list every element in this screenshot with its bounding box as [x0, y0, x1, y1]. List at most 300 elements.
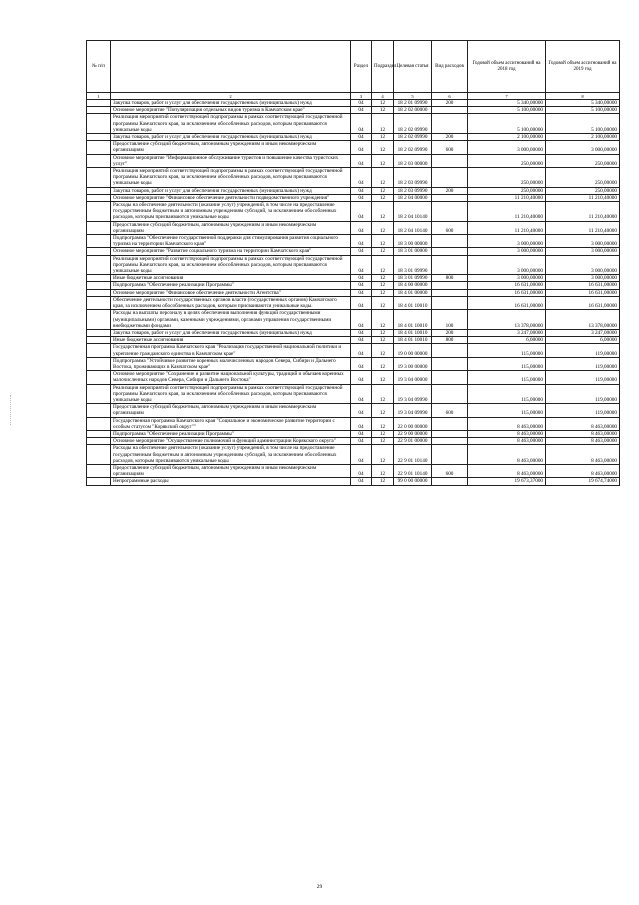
row-target-article-cell: 22 9 01 10140 [394, 464, 432, 477]
row-number-cell [87, 438, 111, 445]
row-number-cell [87, 310, 111, 330]
row-amount-2018-cell: 3 000,00000 [468, 248, 546, 255]
row-razdel-cell: 04 [351, 310, 372, 330]
row-amount-2019-cell: 3 000,00000 [546, 141, 620, 154]
row-expense-type-cell: 200 [432, 329, 468, 336]
row-razdel-cell: 04 [351, 430, 372, 437]
row-target-article-cell: 18 2 02 09990 [394, 114, 432, 134]
row-name-cell: Подпрограмма "Обеспечение реализации Программы" [111, 282, 351, 289]
row-podrazdel-cell: 12 [372, 221, 394, 234]
header-row-number: № п/п [87, 41, 111, 93]
row-target-article-cell: 19 0 00 00000 [394, 344, 432, 357]
row-name-cell: Государственная программа Камчатского края "Социальное и экономическое развитие территории с особым статусом "Корякский округ"" [111, 417, 351, 430]
row-amount-2018-cell: 3 000,00000 [468, 141, 546, 154]
row-razdel-cell: 04 [351, 100, 372, 107]
table-row [87, 296, 620, 309]
row-podrazdel-cell: 12 [372, 337, 394, 344]
row-amount-2018-cell: 115,00000 [468, 371, 546, 384]
row-name-cell: Основное мероприятие "Сохранение и развитие национальной культуры, традиций и обычаев коренных малочисленных народов Севера, Сибири и Дальнего Востока" [111, 371, 351, 384]
row-expense-type-cell [432, 282, 468, 289]
row-razdel-cell: 04 [351, 289, 372, 296]
row-razdel-cell: 04 [351, 114, 372, 134]
row-amount-2019-cell: 119,00000 [546, 404, 620, 417]
row-podrazdel-cell: 12 [372, 430, 394, 437]
row-amount-2019-cell: 119,00000 [546, 357, 620, 370]
row-razdel-cell: 04 [351, 221, 372, 234]
row-amount-2018-cell: 5 340,00000 [468, 100, 546, 107]
row-amount-2018-cell: 8 463,00000 [468, 464, 546, 477]
row-target-article-cell: 18 4 01 00000 [394, 289, 432, 296]
column-number: 7 [468, 93, 546, 100]
row-number-cell [87, 404, 111, 417]
row-podrazdel-cell: 12 [372, 478, 394, 485]
row-number-cell [87, 289, 111, 296]
row-amount-2018-cell: 11 210,40000 [468, 202, 546, 222]
row-amount-2018-cell: 13 378,00000 [468, 310, 546, 330]
row-name-cell: Расходы на обеспечение деятельности (оказание услуг) учреждений, в том числе на предоставление государственным бюджетным и автономным учреждениям субсидий, за исключением обособленных расходов, которым присваиваются уникальные коды [111, 445, 351, 465]
row-number-cell [87, 357, 111, 370]
row-podrazdel-cell: 12 [372, 464, 394, 477]
table-row [87, 357, 620, 370]
row-target-article-cell: 18 3 01 09990 [394, 255, 432, 275]
row-razdel-cell: 04 [351, 344, 372, 357]
table-row [87, 371, 620, 384]
row-name-cell: Предоставление субсидий бюджетным, автономным учреждениям и иным некоммерческим организациям [111, 464, 351, 477]
row-amount-2018-cell: 2 100,00000 [468, 134, 546, 141]
row-razdel-cell: 04 [351, 141, 372, 154]
row-expense-type-cell: 200 [432, 134, 468, 141]
row-target-article-cell: 22 9 01 10140 [394, 445, 432, 465]
row-expense-type-cell: 600 [432, 221, 468, 234]
column-number: 6 [432, 93, 468, 100]
row-number-cell [87, 329, 111, 336]
column-number: 2 [111, 93, 351, 100]
row-number-cell [87, 168, 111, 188]
row-expense-type-cell [432, 371, 468, 384]
row-target-article-cell: 19 3 04 09990 [394, 404, 432, 417]
row-amount-2019-cell: 13 378,00000 [546, 310, 620, 330]
row-name-cell: Реализация мероприятий соответствующей подпрограммы в рамках соответствующей государственной программы Камчатского края, за исключением обособленных расходов, которым присваиваются уникальные коды [111, 114, 351, 134]
row-target-article-cell: 19 3 00 00000 [394, 357, 432, 370]
row-target-article-cell: 18 3 01 00000 [394, 248, 432, 255]
row-name-cell: Предоставление субсидий бюджетным, автономным учреждениям и иным некоммерческим организациям [111, 221, 351, 234]
row-razdel-cell: 04 [351, 384, 372, 404]
row-target-article-cell: 18 4 00 00000 [394, 282, 432, 289]
row-target-article-cell: 18 4 01 10010 [394, 329, 432, 336]
margin-scan-marks [10, 395, 25, 425]
row-podrazdel-cell: 12 [372, 438, 394, 445]
row-razdel-cell: 04 [351, 248, 372, 255]
row-amount-2019-cell: 119,00000 [546, 371, 620, 384]
row-expense-type-cell [432, 235, 468, 248]
row-podrazdel-cell: 12 [372, 329, 394, 336]
row-name-cell: Основное мероприятие "Финансовое обеспечение деятельности подведомственного учреждения" [111, 194, 351, 201]
row-podrazdel-cell: 12 [372, 187, 394, 194]
column-number: 3 [351, 93, 372, 100]
row-target-article-cell: 18 2 01 09990 [394, 100, 432, 107]
table-row [87, 417, 620, 430]
row-podrazdel-cell: 12 [372, 202, 394, 222]
row-expense-type-cell: 600 [432, 404, 468, 417]
row-amount-2018-cell: 115,00000 [468, 384, 546, 404]
row-amount-2019-cell: 16 631,00000 [546, 289, 620, 296]
row-razdel-cell: 04 [351, 417, 372, 430]
row-number-cell [87, 296, 111, 309]
row-amount-2019-cell: 3 247,00000 [546, 329, 620, 336]
row-amount-2019-cell: 119,00000 [546, 344, 620, 357]
row-name-cell: Закупка товаров, работ и услуг для обеспечения государственных (муниципальных) нужд [111, 134, 351, 141]
row-amount-2019-cell: 8 463,00000 [546, 464, 620, 477]
row-expense-type-cell [432, 445, 468, 465]
row-target-article-cell: 18 2 03 09990 [394, 187, 432, 194]
row-razdel-cell: 04 [351, 275, 372, 282]
header-expense-type: Вид расходов [432, 41, 468, 93]
row-number-cell [87, 282, 111, 289]
row-razdel-cell: 04 [351, 154, 372, 167]
row-razdel-cell: 04 [351, 478, 372, 485]
row-razdel-cell: 04 [351, 445, 372, 465]
row-razdel-cell: 04 [351, 464, 372, 477]
row-amount-2019-cell: 8 463,00000 [546, 445, 620, 465]
row-podrazdel-cell: 12 [372, 344, 394, 357]
row-razdel-cell: 04 [351, 168, 372, 188]
row-razdel-cell: 04 [351, 438, 372, 445]
row-target-article-cell: 18 3 01 09990 [394, 275, 432, 282]
row-target-article-cell: 19 3 04 00000 [394, 371, 432, 384]
row-amount-2018-cell: 8 463,00000 [468, 438, 546, 445]
row-expense-type-cell [432, 168, 468, 188]
row-amount-2019-cell: 250,00000 [546, 168, 620, 188]
row-name-cell: Закупка товаров, работ и услуг для обеспечения государственных (муниципальных) нужд [111, 187, 351, 194]
row-expense-type-cell [432, 344, 468, 357]
table-row [87, 384, 620, 404]
row-target-article-cell: 18 2 02 00000 [394, 107, 432, 114]
row-podrazdel-cell: 12 [372, 445, 394, 465]
row-target-article-cell: 18 2 03 09990 [394, 168, 432, 188]
row-number-cell [87, 235, 111, 248]
table-row [87, 282, 620, 289]
row-expense-type-cell [432, 357, 468, 370]
row-target-article-cell: 22 0 00 00000 [394, 417, 432, 430]
table-row [87, 194, 620, 201]
row-name-cell: Подпрограмма "Обеспечение реализации Программы" [111, 430, 351, 437]
row-podrazdel-cell: 12 [372, 384, 394, 404]
row-amount-2018-cell: 3 000,00000 [468, 235, 546, 248]
row-number-cell [87, 417, 111, 430]
row-number-cell [87, 100, 111, 107]
row-podrazdel-cell: 12 [372, 107, 394, 114]
row-razdel-cell: 04 [351, 329, 372, 336]
row-podrazdel-cell: 12 [372, 282, 394, 289]
row-name-cell: Основное мероприятие "Информационное обслуживание туристов и повышение качества туристских услуг" [111, 154, 351, 167]
column-number: 4 [372, 93, 394, 100]
row-amount-2018-cell: 115,00000 [468, 344, 546, 357]
row-expense-type-cell [432, 255, 468, 275]
row-podrazdel-cell: 12 [372, 141, 394, 154]
row-amount-2019-cell: 2 100,00000 [546, 134, 620, 141]
row-target-article-cell: 18 2 04 00000 [394, 194, 432, 201]
row-number-cell [87, 275, 111, 282]
header-podrazdel: Подраздел [372, 41, 394, 93]
row-target-article-cell: 18 2 04 10140 [394, 202, 432, 222]
row-razdel-cell: 04 [351, 235, 372, 248]
row-name-cell: Государственная программа Камчатского края "Реализация государственной национальной политики и укрепление гражданского единства в Камчатском крае" [111, 344, 351, 357]
row-amount-2019-cell: 11 210,40000 [546, 202, 620, 222]
row-amount-2018-cell: 250,00000 [468, 154, 546, 167]
header-name [111, 41, 351, 93]
row-expense-type-cell [432, 194, 468, 201]
row-number-cell [87, 344, 111, 357]
row-number-cell [87, 114, 111, 134]
row-amount-2019-cell: 250,00000 [546, 187, 620, 194]
row-podrazdel-cell: 12 [372, 235, 394, 248]
row-target-article-cell: 18 2 04 10140 [394, 221, 432, 234]
row-amount-2018-cell: 8 463,00000 [468, 430, 546, 437]
row-podrazdel-cell: 12 [372, 289, 394, 296]
row-podrazdel-cell: 12 [372, 114, 394, 134]
row-amount-2018-cell: 250,00000 [468, 187, 546, 194]
row-number-cell [87, 141, 111, 154]
row-podrazdel-cell: 12 [372, 371, 394, 384]
table-row [87, 255, 620, 275]
row-amount-2018-cell: 16 631,00000 [468, 296, 546, 309]
row-number-cell [87, 107, 111, 114]
table-row [87, 114, 620, 134]
table-row [87, 404, 620, 417]
row-expense-type-cell [432, 107, 468, 114]
table-row [87, 430, 620, 437]
row-amount-2018-cell: 8 463,00000 [468, 445, 546, 465]
row-podrazdel-cell: 12 [372, 100, 394, 107]
table-row [87, 464, 620, 477]
row-expense-type-cell [432, 417, 468, 430]
row-podrazdel-cell: 12 [372, 248, 394, 255]
table-row [87, 202, 620, 222]
row-name-cell: Закупка товаров, работ и услуг для обеспечения государственных (муниципальных) нужд [111, 329, 351, 336]
row-expense-type-cell [432, 478, 468, 485]
row-amount-2018-cell: 3 247,00000 [468, 329, 546, 336]
row-target-article-cell: 19 3 04 09990 [394, 384, 432, 404]
row-amount-2019-cell: 11 210,40000 [546, 194, 620, 201]
row-razdel-cell: 04 [351, 107, 372, 114]
page-number: 29 [316, 884, 323, 890]
row-amount-2019-cell: 250,00000 [546, 154, 620, 167]
row-podrazdel-cell: 12 [372, 296, 394, 309]
table-row [87, 107, 620, 114]
table-row [87, 141, 620, 154]
table-row [87, 134, 620, 141]
row-amount-2019-cell: 6,00000 [546, 337, 620, 344]
row-amount-2019-cell: 3 000,00000 [546, 235, 620, 248]
row-name-cell: Иные бюджетные ассигнования [111, 275, 351, 282]
table-row [87, 478, 620, 485]
header-amount-2019: Годовой объем ассигнований на 2019 год [546, 41, 620, 93]
row-razdel-cell: 04 [351, 371, 372, 384]
row-razdel-cell: 04 [351, 357, 372, 370]
row-razdel-cell: 04 [351, 255, 372, 275]
row-expense-type-cell: 600 [432, 141, 468, 154]
header-razdel: Раздел [351, 41, 372, 93]
row-name-cell: Реализация мероприятий соответствующей подпрограммы в рамках соответствующей государственной программы Камчатского края, за исключением обособленных расходов, которым присваиваются уникальные коды [111, 168, 351, 188]
row-name-cell: Основное мероприятие "Осуществление полномочий и функций администрации Корякского округа" [111, 438, 351, 445]
row-expense-type-cell: 200 [432, 187, 468, 194]
row-name-cell: Основное мероприятие "Финансовое обеспечение деятельности Агентства" [111, 289, 351, 296]
row-name-cell: Иные бюджетные ассигнования [111, 337, 351, 344]
row-name-cell: Основное мероприятие "Популяризация отдельных видов туризма в Камчатском крае" [111, 107, 351, 114]
row-number-cell [87, 478, 111, 485]
row-number-cell [87, 384, 111, 404]
row-expense-type-cell [432, 248, 468, 255]
row-target-article-cell: 18 2 03 00000 [394, 154, 432, 167]
row-razdel-cell: 04 [351, 202, 372, 222]
row-number-cell [87, 134, 111, 141]
row-name-cell: Реализация мероприятий соответствующей подпрограммы в рамках соответствующей государственной программы Камчатского края, за исключением обособленных расходов, которым присваиваются уникальные коды [111, 384, 351, 404]
row-number-cell [87, 445, 111, 465]
header-target-article: Целевая статья [394, 41, 432, 93]
row-name-cell: Подпрограмма "Обеспечение государственной поддержки для стимулирования развития социального туризма на территории Камчатского края" [111, 235, 351, 248]
row-number-cell [87, 337, 111, 344]
row-amount-2018-cell: 115,00000 [468, 357, 546, 370]
table-row [87, 221, 620, 234]
row-podrazdel-cell: 12 [372, 154, 394, 167]
row-amount-2018-cell: 115,00000 [468, 404, 546, 417]
row-expense-type-cell [432, 289, 468, 296]
row-expense-type-cell [432, 384, 468, 404]
row-expense-type-cell: 600 [432, 464, 468, 477]
row-amount-2018-cell: 6,00000 [468, 337, 546, 344]
table-row [87, 337, 620, 344]
row-razdel-cell: 04 [351, 282, 372, 289]
row-number-cell [87, 194, 111, 201]
row-podrazdel-cell: 12 [372, 255, 394, 275]
table-row [87, 248, 620, 255]
row-name-cell: Непрограммные расходы [111, 478, 351, 485]
row-number-cell [87, 187, 111, 194]
row-amount-2019-cell: 3 000,00000 [546, 255, 620, 275]
row-razdel-cell: 04 [351, 187, 372, 194]
row-razdel-cell: 04 [351, 134, 372, 141]
row-name-cell: Предоставление субсидий бюджетным, автономным учреждениям и иным некоммерческим организациям [111, 404, 351, 417]
row-amount-2018-cell: 8 463,00000 [468, 417, 546, 430]
row-name-cell: Предоставление субсидий бюджетным, автономным учреждениям и иным некоммерческим организациям [111, 141, 351, 154]
row-amount-2018-cell: 16 631,00000 [468, 282, 546, 289]
row-amount-2019-cell: 8 463,00000 [546, 430, 620, 437]
row-amount-2018-cell: 3 000,00000 [468, 275, 546, 282]
row-amount-2019-cell: 8 463,00000 [546, 438, 620, 445]
row-target-article-cell: 99 0 00 00000 [394, 478, 432, 485]
row-podrazdel-cell: 12 [372, 134, 394, 141]
column-number-row [87, 93, 620, 100]
row-expense-type-cell [432, 430, 468, 437]
row-expense-type-cell: 800 [432, 337, 468, 344]
row-amount-2018-cell: 19 673,37000 [468, 478, 546, 485]
row-razdel-cell: 04 [351, 194, 372, 201]
row-amount-2019-cell: 5 100,00000 [546, 114, 620, 134]
row-number-cell [87, 202, 111, 222]
table-row [87, 275, 620, 282]
row-expense-type-cell: 200 [432, 100, 468, 107]
row-amount-2019-cell: 8 463,00000 [546, 417, 620, 430]
table-row [87, 329, 620, 336]
row-name-cell: Обеспечение деятельности государственных органов власти (государственных органов) Камчатского края, за исключением обособленных расходов, которым присваиваются уникальные коды. [111, 296, 351, 309]
row-amount-2019-cell: 5 340,00000 [546, 100, 620, 107]
column-number: 1 [87, 93, 111, 100]
row-amount-2018-cell: 16 631,00000 [468, 289, 546, 296]
row-razdel-cell: 04 [351, 404, 372, 417]
row-target-article-cell: 18 2 02 09990 [394, 134, 432, 141]
column-number: 8 [546, 93, 620, 100]
row-name-cell: Расходы на выплаты персоналу в целях обеспечения выполнения функций государственными (муниципальными) органами, казенными учреждениями, органами управления государственными внебюджетными фондами [111, 310, 351, 330]
row-expense-type-cell [432, 202, 468, 222]
table-row [87, 154, 620, 167]
table-row [87, 100, 620, 107]
row-amount-2019-cell: 119,00000 [546, 384, 620, 404]
row-number-cell [87, 248, 111, 255]
row-number-cell [87, 255, 111, 275]
row-target-article-cell: 18 4 01 10010 [394, 337, 432, 344]
row-razdel-cell: 04 [351, 296, 372, 309]
budget-allocation-table [86, 40, 620, 486]
row-amount-2019-cell: 3 000,00000 [546, 275, 620, 282]
row-expense-type-cell [432, 114, 468, 134]
row-expense-type-cell: 800 [432, 275, 468, 282]
table-row [87, 168, 620, 188]
row-amount-2019-cell: 16 631,00000 [546, 282, 620, 289]
row-expense-type-cell [432, 154, 468, 167]
table-row [87, 438, 620, 445]
table-row [87, 445, 620, 465]
row-amount-2018-cell: 11 210,40000 [468, 194, 546, 201]
row-target-article-cell: 18 4 01 10010 [394, 310, 432, 330]
row-podrazdel-cell: 12 [372, 168, 394, 188]
header-amount-2018: Годовой объем ассигнований на 2018 год [468, 41, 546, 93]
table-row [87, 187, 620, 194]
row-target-article-cell: 22 9 01 00000 [394, 438, 432, 445]
row-amount-2019-cell: 3 000,00000 [546, 248, 620, 255]
row-target-article-cell: 18 4 01 10010 [394, 296, 432, 309]
row-razdel-cell: 04 [351, 337, 372, 344]
row-podrazdel-cell: 12 [372, 275, 394, 282]
row-name-cell: Закупка товаров, работ и услуг для обеспечения государственных (муниципальных) нужд [111, 100, 351, 107]
row-amount-2018-cell: 250,00000 [468, 168, 546, 188]
table-body [87, 100, 620, 486]
row-number-cell [87, 154, 111, 167]
table-row [87, 289, 620, 296]
row-target-article-cell: 18 3 00 00000 [394, 235, 432, 248]
row-target-article-cell: 22 9 00 00000 [394, 430, 432, 437]
row-amount-2018-cell: 3 000,00000 [468, 255, 546, 275]
row-podrazdel-cell: 12 [372, 417, 394, 430]
row-amount-2018-cell: 5 100,00000 [468, 107, 546, 114]
row-amount-2019-cell: 19 674,74000 [546, 478, 620, 485]
row-number-cell [87, 430, 111, 437]
row-podrazdel-cell: 12 [372, 357, 394, 370]
row-name-cell: Подпрограмма "Устойчивое развитие коренных малочисленных народов Севера, Сибири и Дальнего Востока, проживающих в Камчатском крае" [111, 357, 351, 370]
row-podrazdel-cell: 12 [372, 404, 394, 417]
row-name-cell: Расходы на обеспечение деятельности (оказание услуг) учреждений, в том числе на предоставление государственным бюджетным и автономным учреждениям субсидий, за исключением обособленных расходов, которым присваиваются уникальные коды [111, 202, 351, 222]
row-amount-2019-cell: 16 631,00000 [546, 296, 620, 309]
row-target-article-cell: 18 2 02 09990 [394, 141, 432, 154]
row-amount-2019-cell: 11 210,40000 [546, 221, 620, 234]
row-amount-2018-cell: 11 210,40000 [468, 221, 546, 234]
row-number-cell [87, 221, 111, 234]
row-expense-type-cell: 100 [432, 310, 468, 330]
table-row [87, 310, 620, 330]
column-number: 5 [394, 93, 432, 100]
table-header-row [87, 41, 620, 93]
row-number-cell [87, 371, 111, 384]
row-expense-type-cell [432, 296, 468, 309]
